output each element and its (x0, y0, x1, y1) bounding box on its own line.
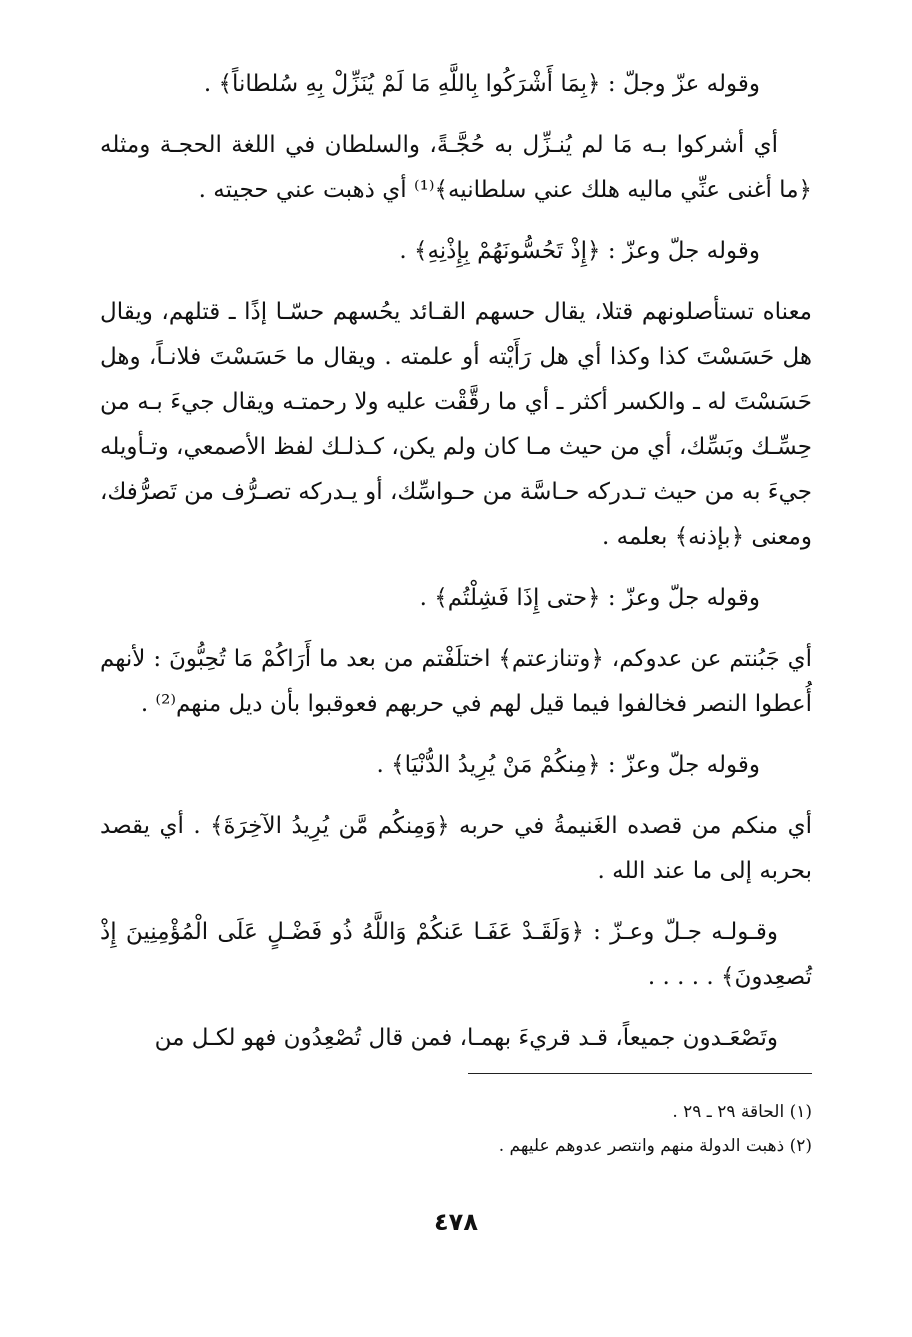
commentary-paragraph-1: أي أشركوا بـه مَا لم يُنـزِّل به حُجَّـةً، والسلطان في اللغة الحجـة ومثله ﴿ما أغنى عنِّي ماليه هلك عني سلطانيه﴾⁽¹⁾ أي ذهبت عني حجيته . (100, 132, 812, 203)
verse-heading-5: وقـولـه جـلّ وعـزّ : ﴿وَلَقَـدْ عَفَـا عَنكُمْ وَاللَّهُ ذُو فَضْـلٍ عَلَى الْمُؤْمِنِينَ إِذْ تُصعِدونَ﴾ . . . . . (100, 919, 812, 990)
verse-heading-1: وقوله عزّ وجلّ : ﴿بِمَا أَشْرَكُوا بِاللَّهِ مَا لَمْ يُنَزِّلْ بِهِ سُلطاناً﴾ . (203, 71, 760, 97)
footnotes (100, 1095, 812, 1163)
page-body (100, 62, 812, 1077)
verse-heading-4: وقوله جلّ وعزّ : ﴿مِنكُمْ مَنْ يُرِيدُ الدُّنْيَا﴾ . (376, 752, 760, 778)
footnote-divider (468, 1073, 812, 1074)
page-number: ٤٧٨ (434, 1208, 478, 1236)
verse-heading-2: وقوله جلّ وعزّ : ﴿إِذْ تَحُسُّونَهُمْ بِإِذْنِهِ﴾ . (399, 238, 760, 264)
commentary-paragraph-2: معناه تستأصلونهم قتلا، يقال حسهم القـائد يحُسهم حسّـا إذًا ـ قتلهم، ويقال هل حَسَسْتَ كذا وكذا أي هل رَأَيْته أو علمته . ويقال ما حَسَسْتَ فلانـاً، وهل حَسَسْتَ له ـ والكسر أكثر ـ أي ما رقَّقْت عليه ولا رحمتـه ويقال جيءَ بـه من حِسِّـك وبَسِّك، أي من حيث مـا كان ولم يكن، كـذلـك لفظ الأصمعي، وتـأويله جيءَ به من حيث تـدركه حـاسَّة من حـواسِّك، أو يـدركه تصـرُّف من تَصرُّفك، ومعنى ﴿بإذنه﴾ بعلمه . (100, 299, 812, 550)
commentary-paragraph-4: أي منكم من قصده الغَنيمةُ في حربه ﴿وَمِنكُم مَّن يُرِيدُ الآخِرَةَ﴾ . أي يقصد بحربه إلى ما عند الله . (100, 813, 812, 884)
commentary-paragraph-3: أي جَبُنتم عن عدوكم، ﴿وتنازعتم﴾ اختلَفْتم من بعد ما أَرَاكُمْ مَا تُحِبُّونَ : لأنهم أُعطوا النصر فخالفوا فيما قيل لهم في حربهم فعوقبوا بأن ديل منهم⁽²⁾ . (100, 646, 812, 717)
verse-heading-3: وقوله جلّ وعزّ : ﴿حتى إِذَا فَشِلْتُم﴾ . (419, 585, 760, 611)
commentary-paragraph-5: وتَصْعَـدون جميعاً، قـد قريءَ بهمـا، فمن قال تُصْعِدُون فهو لكـل من (154, 1025, 778, 1051)
footnote-2: (٢) ذهبت الدولة منهم وانتصر عدوهم عليهم . (498, 1136, 812, 1156)
footnote-1: (١) الحاقة ٢٩ ـ ٢٩ . (672, 1102, 812, 1122)
